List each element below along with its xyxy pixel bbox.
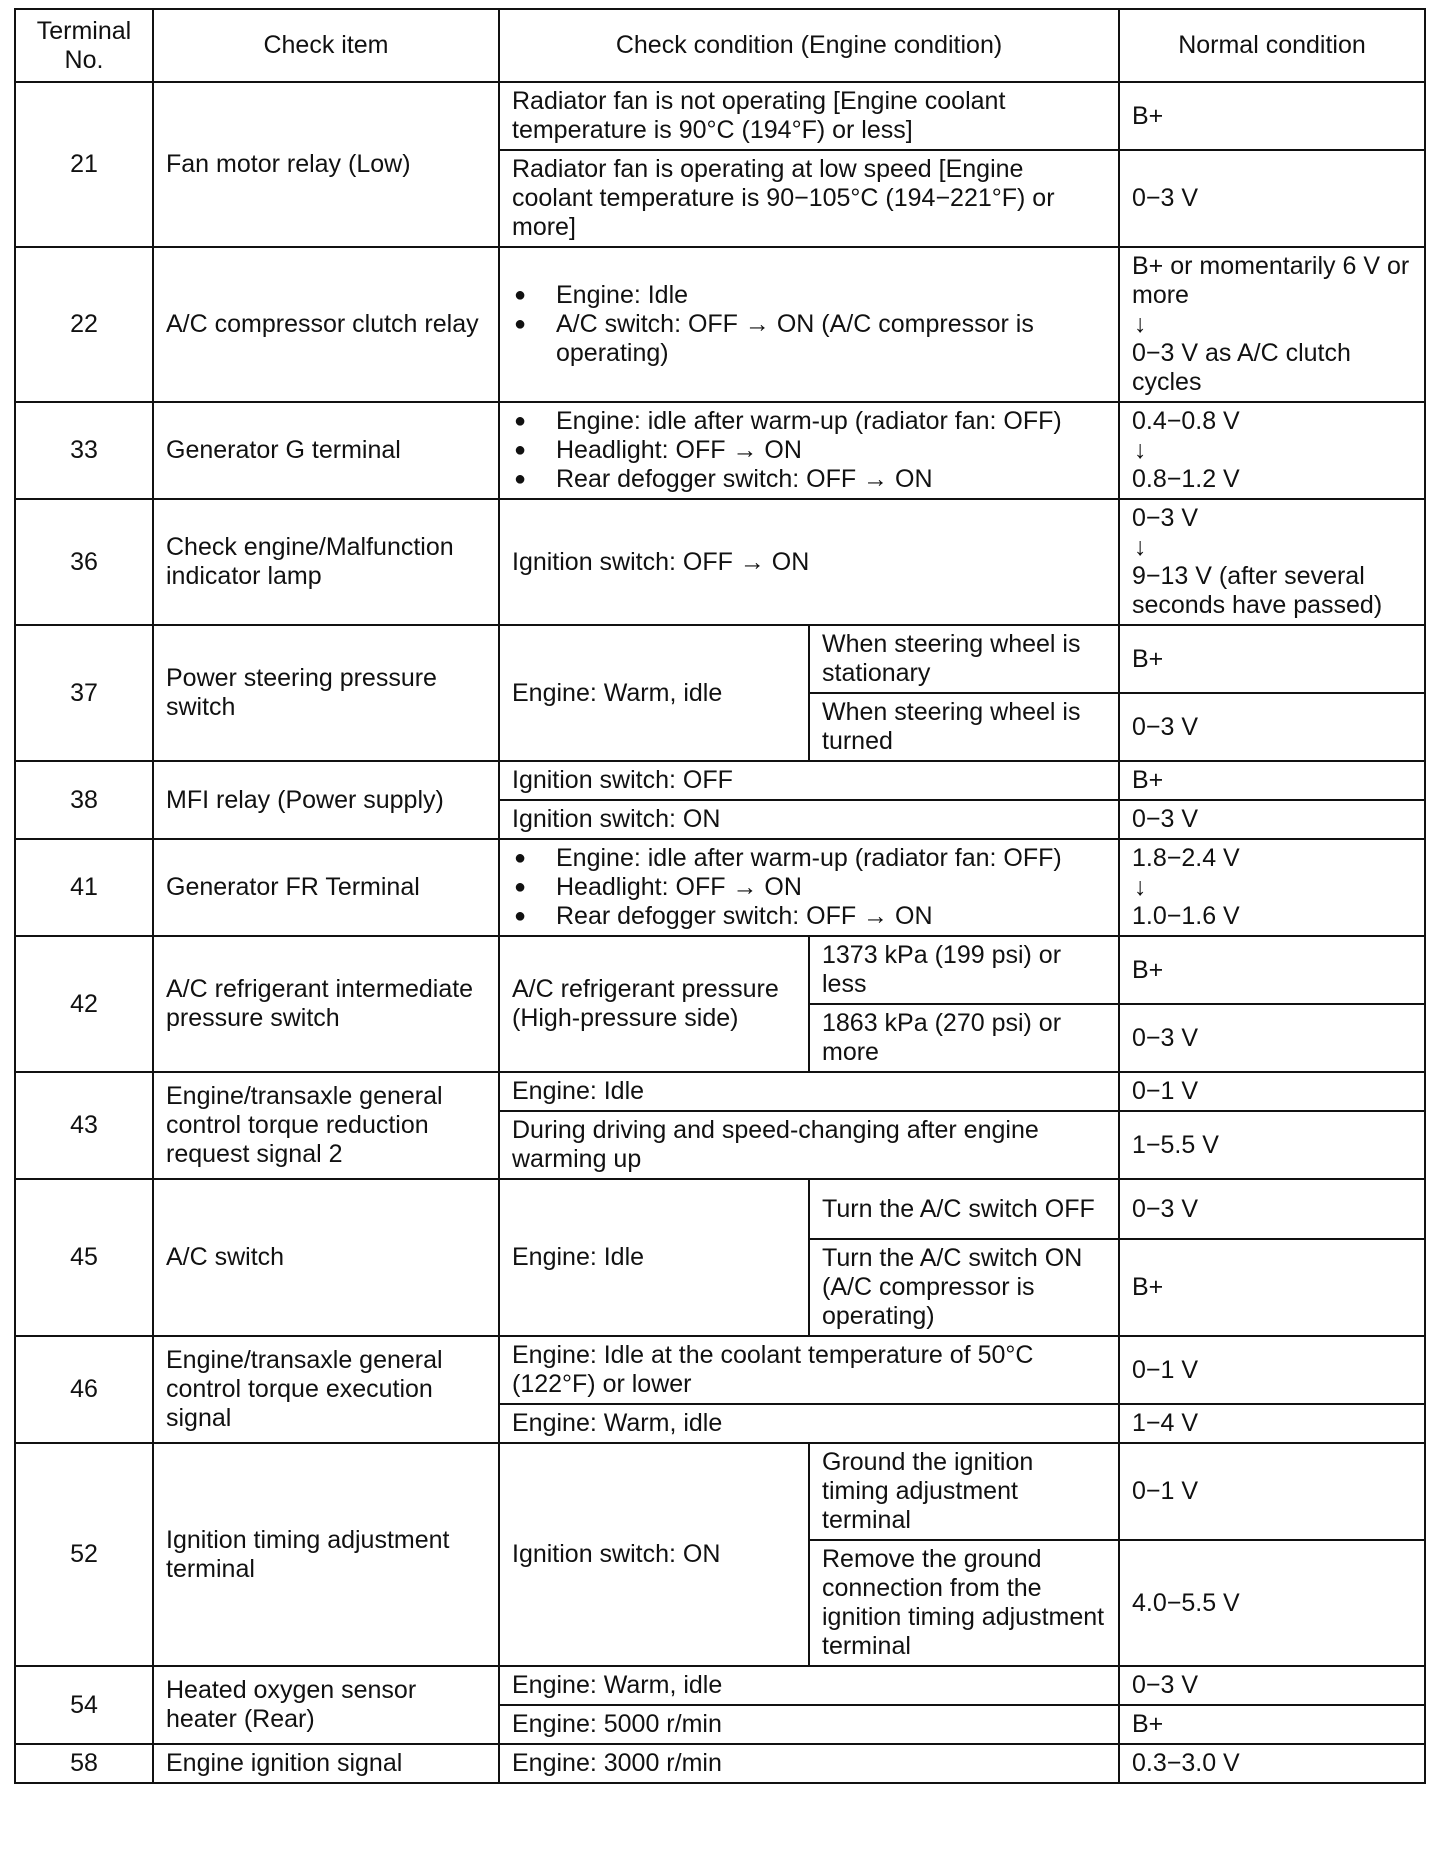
normal-condition: 0−3 V [1119, 1179, 1425, 1239]
check-condition: Engine: Warm, idle [499, 1404, 1119, 1443]
condition-bullet-list [512, 407, 1106, 494]
condition-bullet-list [512, 844, 1106, 931]
check-item: Engine ignition signal [153, 1744, 499, 1783]
check-item: A/C compressor clutch relay [153, 247, 499, 402]
sub-condition: Ground the ignition timing adjustment terminal [809, 1443, 1119, 1540]
table-row [15, 82, 1425, 150]
normal-value-after: 9−13 V (after several seconds have passed) [1132, 562, 1383, 619]
normal-value-before: 0.4−0.8 V [1132, 407, 1240, 435]
normal-condition: B+ [1119, 1705, 1425, 1744]
table-header-row [15, 9, 1425, 82]
terminal-number: 22 [15, 247, 153, 402]
check-condition [499, 839, 1119, 936]
check-item: Heated oxygen sensor heater (Rear) [153, 1666, 499, 1744]
table-row [15, 1336, 1425, 1404]
check-condition: Radiator fan is operating at low speed [Engine coolant temperature is 90−105°C (194−221°F) or more] [499, 150, 1119, 247]
normal-condition: 0.3−3.0 V [1119, 1744, 1425, 1783]
check-item: MFI relay (Power supply) [153, 761, 499, 839]
normal-condition: B+ [1119, 936, 1425, 1004]
terminal-number: 52 [15, 1443, 153, 1666]
terminal-number: 42 [15, 936, 153, 1072]
table-row [15, 1666, 1425, 1705]
normal-value-after: 0−3 V as A/C clutch cycles [1132, 339, 1351, 396]
terminal-number: 37 [15, 625, 153, 761]
check-item: A/C refrigerant intermediate pressure switch [153, 936, 499, 1072]
normal-value-after: 1.0−1.6 V [1132, 902, 1240, 930]
table-row [15, 936, 1425, 1004]
bullet-item: ● Engine: Idle [512, 281, 1106, 310]
check-condition: Radiator fan is not operating [Engine coolant temperature is 90°C (194°F) or less] [499, 82, 1119, 150]
normal-value-before: B+ or momentarily 6 V or more [1132, 252, 1410, 309]
check-item: A/C switch [153, 1179, 499, 1336]
bullet-item: ● Engine: idle after warm-up (radiator fan: OFF) [512, 844, 1106, 873]
check-condition: Engine: 5000 r/min [499, 1705, 1119, 1744]
normal-value-before: 0−3 V [1132, 504, 1199, 532]
table-row [15, 1072, 1425, 1111]
terminal-number: 41 [15, 839, 153, 936]
check-condition: Ignition switch: ON [499, 800, 1119, 839]
check-item: Engine/transaxle general control torque reduction request signal 2 [153, 1072, 499, 1179]
normal-condition: B+ [1119, 625, 1425, 693]
check-condition: A/C refrigerant pressure (High-pressure side) [499, 936, 809, 1072]
header-check-item: Check item [153, 9, 499, 82]
terminal-number: 36 [15, 499, 153, 625]
sub-condition: Remove the ground connection from the ignition timing adjustment terminal [809, 1540, 1119, 1666]
terminal-number: 33 [15, 402, 153, 499]
bullet-item: ● Rear defogger switch: OFF → ON [512, 465, 1106, 494]
header-normal-condition: Normal condition [1119, 9, 1425, 82]
terminal-number: 45 [15, 1179, 153, 1336]
check-item: Ignition timing adjustment terminal [153, 1443, 499, 1666]
table-row [15, 1744, 1425, 1783]
bullet-item: ● Headlight: OFF → ON [512, 873, 1106, 902]
bullet-item: ● Rear defogger switch: OFF → ON [512, 902, 1106, 931]
sub-condition: 1373 kPa (199 psi) or less [809, 936, 1119, 1004]
table-row [15, 1179, 1425, 1239]
normal-condition: 0−1 V [1119, 1443, 1425, 1540]
check-condition: Ignition switch: OFF [499, 761, 1119, 800]
sub-condition: When steering wheel is stationary [809, 625, 1119, 693]
down-arrow-icon: ↓ [1134, 310, 1147, 338]
terminal-number: 58 [15, 1744, 153, 1783]
table-row [15, 761, 1425, 800]
terminal-number: 21 [15, 82, 153, 247]
terminal-number: 54 [15, 1666, 153, 1744]
table-row [15, 247, 1425, 402]
normal-condition: B+ [1119, 761, 1425, 800]
terminal-number: 38 [15, 761, 153, 839]
terminal-check-table-page [14, 8, 1424, 1784]
terminal-check-table [14, 8, 1426, 1784]
check-condition: During driving and speed-changing after engine warming up [499, 1111, 1119, 1179]
check-condition: Engine: Idle [499, 1179, 809, 1336]
header-terminal-no: Terminal No. [15, 9, 153, 82]
normal-condition: 1−4 V [1119, 1404, 1425, 1443]
check-item: Power steering pressure switch [153, 625, 499, 761]
table-row [15, 499, 1425, 625]
sub-condition: Turn the A/C switch ON (A/C compressor is operating) [809, 1239, 1119, 1336]
check-condition: Ignition switch: OFF → ON [499, 499, 1119, 625]
down-arrow-icon: ↓ [1134, 533, 1147, 561]
check-item: Generator FR Terminal [153, 839, 499, 936]
normal-condition: B+ [1119, 82, 1425, 150]
check-condition: Engine: Warm, idle [499, 1666, 1119, 1705]
normal-condition: 0−3 V [1119, 1004, 1425, 1072]
table-row [15, 839, 1425, 936]
sub-condition: Turn the A/C switch OFF [809, 1179, 1119, 1239]
header-check-condition: Check condition (Engine condition) [499, 9, 1119, 82]
check-condition: Ignition switch: ON [499, 1443, 809, 1666]
table-row [15, 625, 1425, 693]
check-item: Generator G terminal [153, 402, 499, 499]
normal-condition: 0−3 V [1119, 150, 1425, 247]
normal-condition: 0−3 V [1119, 693, 1425, 761]
normal-condition: 0−1 V [1119, 1336, 1425, 1404]
check-condition: Engine: Idle at the coolant temperature of 50°C (122°F) or lower [499, 1336, 1119, 1404]
table-row [15, 1443, 1425, 1540]
normal-value-after: 0.8−1.2 V [1132, 465, 1240, 493]
terminal-number: 46 [15, 1336, 153, 1443]
normal-condition: B+ [1119, 1239, 1425, 1336]
condition-bullet-list [512, 281, 1106, 368]
check-condition: Engine: Warm, idle [499, 625, 809, 761]
table-row [15, 402, 1425, 499]
sub-condition: When steering wheel is turned [809, 693, 1119, 761]
normal-condition [1119, 499, 1425, 625]
normal-condition: 1−5.5 V [1119, 1111, 1425, 1179]
normal-value-before: 1.8−2.4 V [1132, 844, 1240, 872]
bullet-item: ● Headlight: OFF → ON [512, 436, 1106, 465]
terminal-number: 43 [15, 1072, 153, 1179]
normal-condition: 4.0−5.5 V [1119, 1540, 1425, 1666]
check-condition [499, 247, 1119, 402]
down-arrow-icon: ↓ [1134, 436, 1147, 464]
normal-condition: 0−3 V [1119, 1666, 1425, 1705]
check-condition [499, 402, 1119, 499]
check-item: Check engine/Malfunction indicator lamp [153, 499, 499, 625]
normal-condition: 0−3 V [1119, 800, 1425, 839]
check-item: Engine/transaxle general control torque execution signal [153, 1336, 499, 1443]
normal-condition [1119, 839, 1425, 936]
normal-condition: 0−1 V [1119, 1072, 1425, 1111]
normal-condition [1119, 402, 1425, 499]
check-condition: Engine: Idle [499, 1072, 1119, 1111]
down-arrow-icon: ↓ [1134, 873, 1147, 901]
sub-condition: 1863 kPa (270 psi) or more [809, 1004, 1119, 1072]
check-condition: Engine: 3000 r/min [499, 1744, 1119, 1783]
bullet-item: ● Engine: idle after warm-up (radiator fan: OFF) [512, 407, 1106, 436]
check-item: Fan motor relay (Low) [153, 82, 499, 247]
normal-condition [1119, 247, 1425, 402]
bullet-item: ● A/C switch: OFF → ON (A/C compressor is operating) [512, 310, 1106, 368]
